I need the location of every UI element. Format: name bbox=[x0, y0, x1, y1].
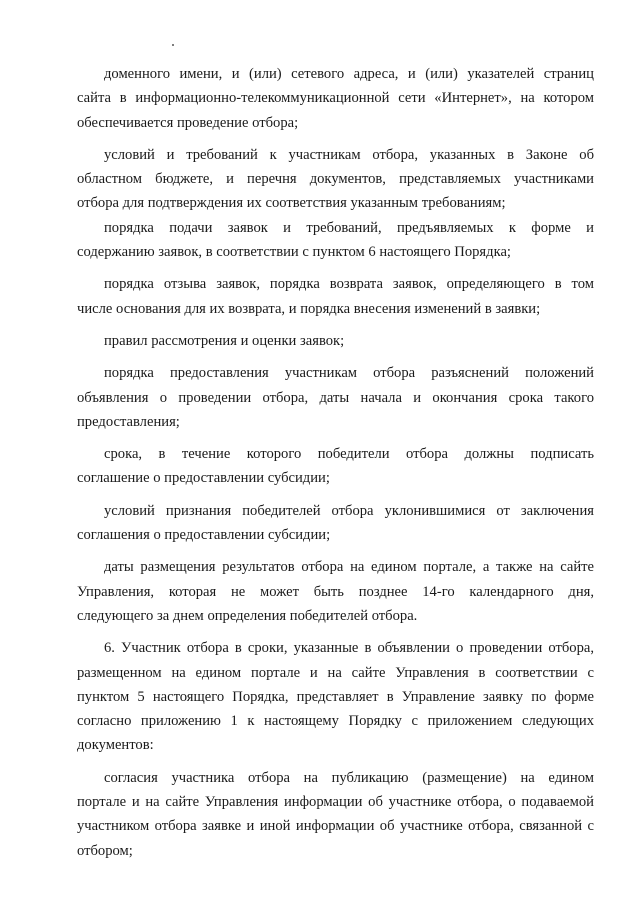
text-line: порядка отзыва заявок, порядка возврата заявок, определяющего в том bbox=[104, 276, 594, 293]
paragraph-participant-requirements bbox=[77, 143, 594, 216]
text-line: участником отбора заявке и иной информации об участнике отбора, связанной с bbox=[77, 818, 594, 835]
document-body bbox=[77, 62, 594, 863]
text-line: условий признания победителей отбора уклонившимися от заключения bbox=[104, 502, 594, 519]
text-line: отбором; bbox=[77, 842, 133, 859]
paragraph-evasion-conditions bbox=[77, 499, 594, 548]
text-line: следующего за днем определения победителей отбора. bbox=[77, 607, 418, 624]
text-line: сайта в информационно-телекоммуникационной сети «Интернет», на котором bbox=[77, 90, 594, 107]
text-line: правил рассмотрения и оценки заявок; bbox=[104, 332, 345, 349]
text-line: размещенном на едином портале и на сайте Управления в соответствии с bbox=[77, 664, 594, 681]
text-line: документов: bbox=[77, 737, 154, 754]
text-line: порядка предоставления участникам отбора разъяснений положений bbox=[104, 365, 594, 382]
paragraph-withdrawal-procedure bbox=[77, 272, 594, 321]
paragraph-results-publication bbox=[77, 555, 594, 628]
text-line: отбора для подтверждения их соответствия указанным требованиям; bbox=[77, 195, 506, 212]
text-line: портале и на сайте Управления информации об участнике отбора, о подаваемой bbox=[77, 794, 594, 811]
text-line: соглашения о предоставлении субсидии; bbox=[77, 527, 331, 544]
text-line: условий и требований к участникам отбора, указанных в Законе об bbox=[104, 146, 594, 163]
paragraph-section-6 bbox=[77, 636, 594, 757]
text-line: предоставления; bbox=[77, 413, 180, 430]
paragraph-domain-name bbox=[77, 62, 594, 135]
text-line: Управления, которая не может быть позднее 14-го календарного дня, bbox=[77, 583, 594, 600]
text-line: доменного имени, и (или) сетевого адреса, и (или) указателей страниц bbox=[104, 66, 594, 82]
text-line: порядка подачи заявок и требований, предъявляемых к форме и bbox=[104, 219, 594, 236]
text-line: согласия участника отбора на публикацию (размещение) на едином bbox=[104, 769, 594, 786]
text-line: срока, в течение которого победители отбора должны подписать bbox=[104, 446, 594, 463]
paragraph-review-rules bbox=[77, 329, 594, 353]
text-line: обеспечивается проведение отбора; bbox=[77, 114, 299, 131]
text-line: 6. Участник отбора в сроки, указанные в объявлении о проведении отбора, bbox=[104, 640, 594, 657]
text-line: даты размещения результатов отбора на едином портале, а также на сайте bbox=[104, 559, 594, 576]
text-line: соглашение о предоставлении субсидии; bbox=[77, 470, 330, 487]
paragraph-consent bbox=[77, 766, 594, 863]
text-line: объявления о проведении отбора, даты начала и окончания срока такого bbox=[77, 389, 594, 406]
text-line: содержанию заявок, в соответствии с пунктом 6 настоящего Порядка; bbox=[77, 244, 511, 261]
scan-speck bbox=[172, 44, 174, 46]
text-line: областном бюджете, и перечня документов, представляемых участниками bbox=[77, 171, 594, 188]
text-line: числе основания для их возврата, и порядка внесения изменений в заявки; bbox=[77, 300, 541, 317]
text-line: пунктом 5 настоящего Порядка, представляет в Управление заявку по форме bbox=[77, 688, 594, 705]
paragraph-clarifications bbox=[77, 361, 594, 434]
paragraph-signing-deadline bbox=[77, 442, 594, 491]
text-line: согласно приложению 1 к настоящему Порядку с приложением следующих bbox=[77, 713, 594, 730]
paragraph-application-procedure bbox=[77, 216, 594, 265]
